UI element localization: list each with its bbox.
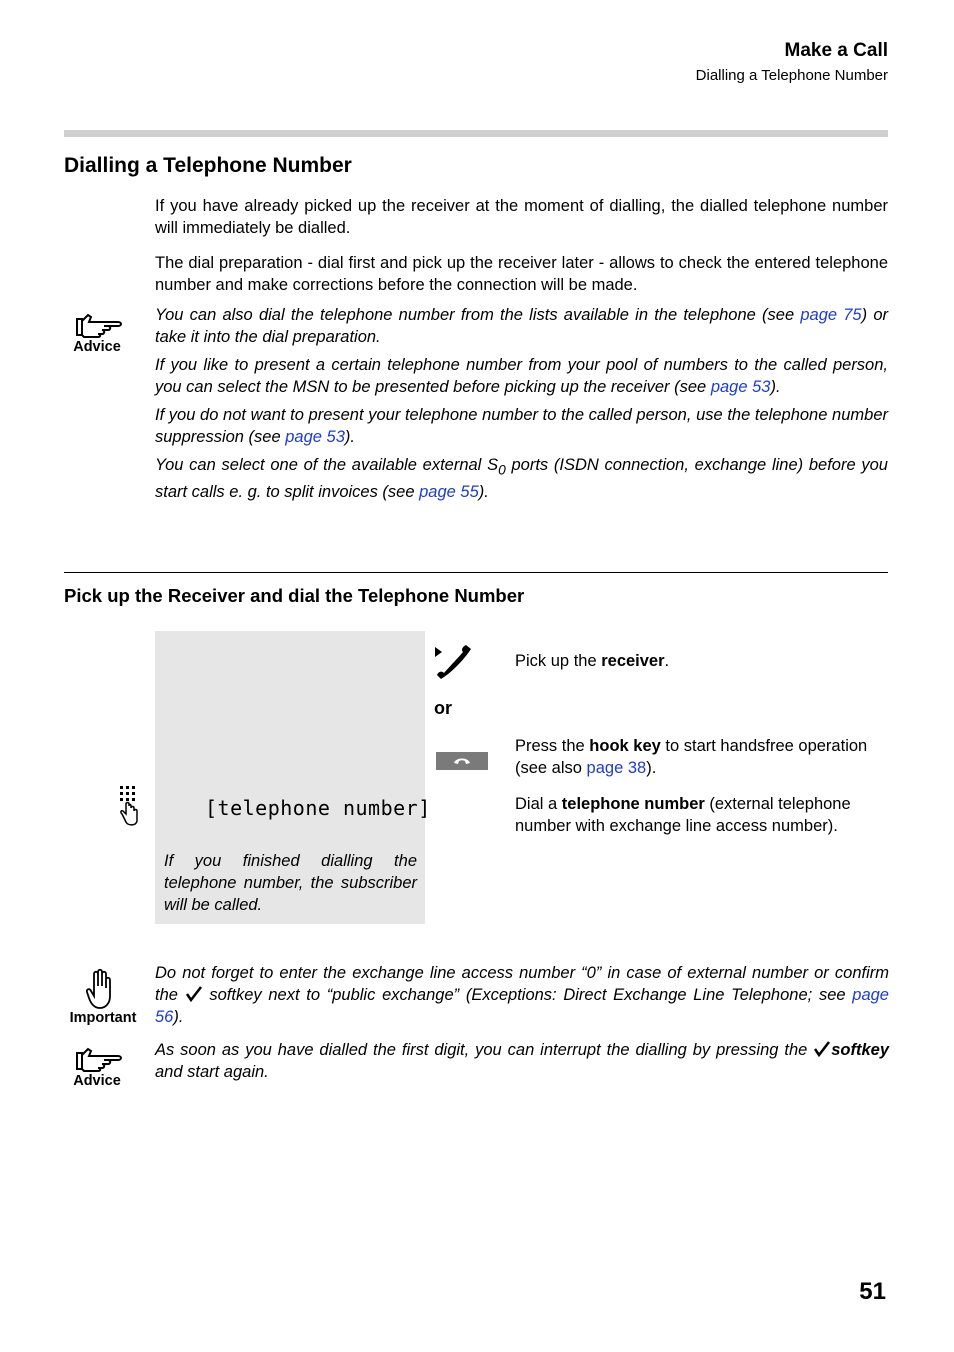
advice-text: If you do not want to present your telephone number to the called person, use the telephone number suppression (see	[155, 406, 888, 446]
advice-text: If you like to present a certain telephone number from your pool of numbers to the called person, you can select the MSN to be presented before picking up the receiver (see	[155, 356, 888, 396]
step-text: Pick up the	[515, 652, 602, 670]
advice-note-msn	[155, 354, 888, 398]
receiver-step-icon-wrap	[433, 643, 473, 681]
step-dial-number	[515, 793, 888, 837]
note-text: Do not forget to enter the exchange line access number “0” in case of external number or confirm the	[155, 964, 889, 1004]
note-text: and start again.	[155, 1063, 269, 1081]
pointing-hand-icon	[74, 311, 132, 339]
display-telephone-number: [telephone number]	[205, 796, 431, 820]
advice-badge	[66, 311, 128, 355]
softkey-keyword: softkey	[831, 1041, 889, 1059]
section-heading: Dialling a Telephone Number	[64, 154, 352, 177]
note-text: ).	[173, 1008, 184, 1026]
pointing-hand-icon	[74, 1045, 132, 1073]
chapter-subtitle: Dialling a Telephone Number	[695, 67, 888, 84]
advice-note-ports	[155, 454, 888, 503]
chapter-title: Make a Call	[784, 40, 888, 61]
advice-note-lists	[155, 304, 888, 348]
important-note	[155, 962, 889, 1028]
keypad-hand-icon	[116, 784, 142, 830]
paragraph-dial-preparation-text: The dial preparation - dial first and pick up the receiver later - allows to check the entered telephone number and make corrections before the connection will be made.	[155, 254, 888, 294]
step-text: to start handsfree operation (see also	[515, 737, 868, 777]
step-keyword: hook key	[589, 737, 661, 755]
page-link[interactable]: page 75	[800, 306, 862, 324]
subscript: 0	[498, 462, 506, 478]
advice-text: ).	[478, 483, 489, 502]
subsection-heading: Pick up the Receiver and dial the Telephone Number	[64, 585, 525, 606]
step-pick-up-receiver	[515, 650, 888, 672]
advice-label: Advice	[73, 1073, 121, 1089]
top-divider-bar	[64, 130, 888, 137]
paragraph-intro	[155, 195, 888, 239]
advice-text: ).	[344, 428, 355, 446]
page-link[interactable]: page 53	[285, 428, 345, 446]
step-text: Dial a	[515, 795, 562, 813]
advice-text: ).	[770, 378, 781, 396]
checkmark-softkey-icon	[185, 986, 203, 1002]
hook-key-icon	[436, 752, 488, 770]
checkmark-softkey-icon	[813, 1041, 831, 1057]
page-link[interactable]: page 38	[586, 759, 647, 777]
advice-note-suppression	[155, 404, 888, 448]
note-text: As soon as you have dialled the first digit, you can interrupt the dialling by pressing the	[155, 1041, 814, 1059]
step-keyword: receiver	[601, 652, 665, 670]
raised-hand-icon	[86, 968, 116, 1010]
step-hook-key	[515, 735, 888, 779]
important-label: Important	[69, 1010, 137, 1026]
advice-label: Advice	[73, 339, 121, 355]
paragraph-dial-preparation	[155, 252, 888, 296]
keypad-dial-badge	[116, 784, 142, 830]
advice-badge	[66, 1045, 128, 1089]
or-label: or	[434, 698, 452, 718]
advice-text: ports (ISDN connection, exchange line) before you start calls e. g. to split invoices (see	[155, 456, 888, 502]
paragraph-intro-text: If you have already picked up the receiver at the moment of dialling, the dialled telephone number will immediately be dialled.	[155, 197, 888, 237]
step-text: ).	[646, 759, 657, 777]
step-text: Press the	[515, 737, 590, 755]
hook-key-button[interactable]	[436, 752, 488, 770]
important-badge	[62, 968, 144, 1026]
section-divider	[64, 572, 888, 573]
display-note: If you finished dialling the telephone number, the subscriber will be called.	[164, 852, 417, 914]
step-keyword: telephone number	[561, 795, 705, 813]
page-link[interactable]: page 55	[419, 483, 479, 502]
receiver-icon	[433, 643, 473, 681]
page-link[interactable]: page 56	[155, 986, 889, 1026]
advice-text: You can also dial the telephone number from the lists available in the telephone (see	[155, 306, 801, 324]
step-text: .	[664, 652, 670, 670]
advice-note-interrupt	[155, 1039, 889, 1083]
page-link[interactable]: page 53	[710, 378, 771, 396]
step-text: (external telephone number with exchange line access number).	[515, 795, 851, 835]
advice-text: ) or take it into the dial preparation.	[155, 306, 888, 346]
note-text: softkey next to “public exchange” (Exceptions: Direct Exchange Line Telephone; see	[202, 986, 853, 1004]
advice-text: You can select one of the available external S	[155, 456, 499, 474]
page-number: 51	[859, 1278, 886, 1305]
